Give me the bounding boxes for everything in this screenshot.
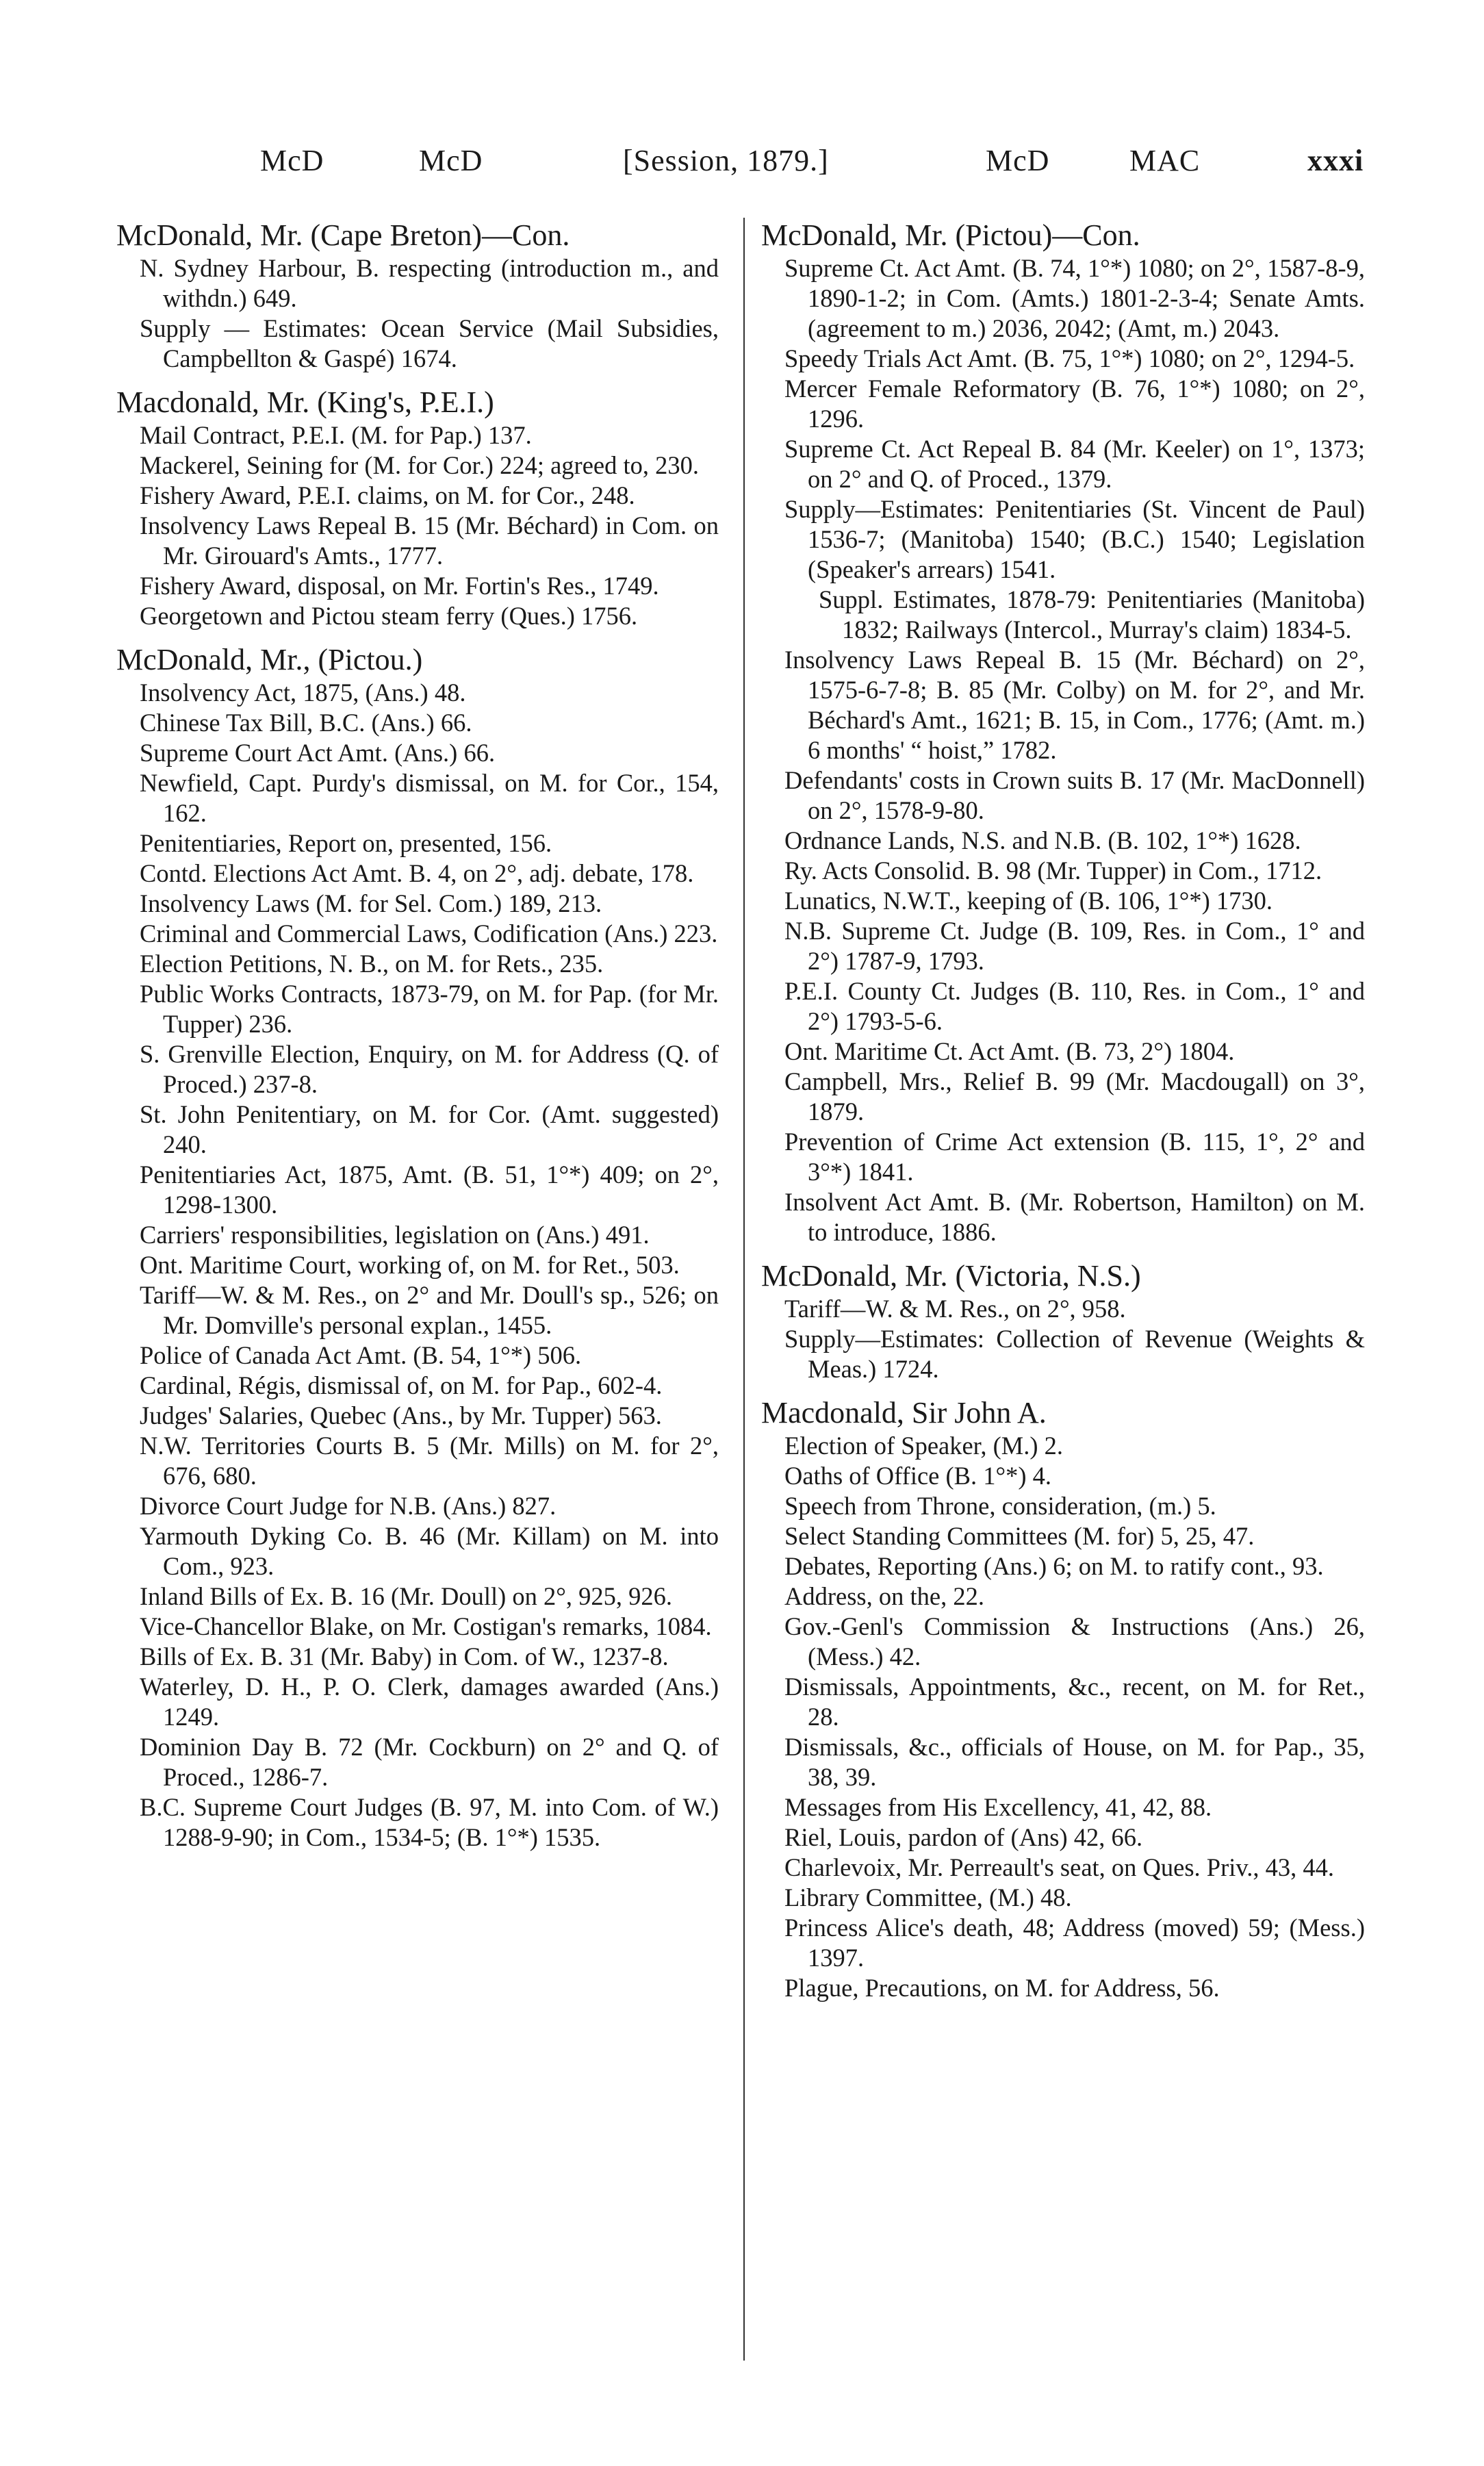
index-entry: Supreme Court Act Amt. (Ans.) 66. xyxy=(140,739,496,767)
index-entry: Election of Speaker, (M.) 2. xyxy=(784,1432,1064,1460)
index-entry: Inland Bills of Ex. B. 16 (Mr. Doull) on 2°, 925, 926. xyxy=(140,1582,673,1610)
index-entry: Election Petitions, N. B., on M. for Rets., 235. xyxy=(140,950,604,978)
index-entry: Dominion Day B. 72 (Mr. Cockburn) on 2° and Q. of Proced., 1286-7. xyxy=(140,1733,719,1791)
index-entry: Ont. Maritime Ct. Act Amt. (B. 73, 2°) 1804. xyxy=(784,1037,1235,1065)
header-left-key-2: McD xyxy=(419,144,483,177)
index-entry: St. John Penitentiary, on M. for Cor. (Amt. suggested) 240. xyxy=(140,1100,719,1158)
index-entry: Dismissals, &c., officials of House, on M. for Pap., 35, 38, 39. xyxy=(784,1733,1365,1791)
index-entry: Cardinal, Régis, dismissal of, on M. for Pap., 602-4. xyxy=(140,1371,663,1399)
index-entry: Library Committee, (M.) 48. xyxy=(784,1883,1072,1911)
index-entry: Fishery Award, P.E.I. claims, on M. for Cor., 248. xyxy=(140,481,635,509)
index-entry: Chinese Tax Bill, B.C. (Ans.) 66. xyxy=(140,709,472,737)
index-entry: Public Works Contracts, 1873-79, on M. for Pap. (for Mr. Tupper) 236. xyxy=(140,980,719,1038)
index-entry: Campbell, Mrs., Relief B. 99 (Mr. Macdougall) on 3°, 1879. xyxy=(784,1067,1365,1126)
index-entry: Ry. Acts Consolid. B. 98 (Mr. Tupper) in Com., 1712. xyxy=(784,856,1322,885)
index-entry: Plague, Precautions, on M. for Address, 56. xyxy=(784,1974,1220,2002)
index-entry: Supreme Ct. Act Amt. (B. 74, 1°*) 1080; on 2°, 1587-8-9, 1890-1-2; in Com. (Amts.) 1801-2-3-4; Senate Amts. (agreement to m.) 2036, 2042; (Amt, m.) 2043. xyxy=(784,254,1365,342)
index-entry: Penitentiaries Act, 1875, Amt. (B. 51, 1°*) 409; on 2°, 1298-1300. xyxy=(140,1160,719,1219)
index-entry: Contd. Elections Act Amt. B. 4, on 2°, adj. debate, 178. xyxy=(140,859,694,887)
index-entry: Police of Canada Act Amt. (B. 54, 1°*) 506. xyxy=(140,1341,582,1369)
index-entry: Defendants' costs in Crown suits B. 17 (Mr. MacDonnell) on 2°, 1578-9-80. xyxy=(784,766,1365,824)
index-entry: Judges' Salaries, Quebec (Ans., by Mr. Tupper) 563. xyxy=(140,1401,662,1429)
index-entry: N.W. Territories Courts B. 5 (Mr. Mills) on M. for 2°, 676, 680. xyxy=(140,1432,719,1490)
index-entry: Tariff—W. & M. Res., on 2°, 958. xyxy=(784,1295,1126,1323)
index-entry: Fishery Award, disposal, on Mr. Fortin's Res., 1749. xyxy=(140,572,659,600)
index-entry: Ordnance Lands, N.S. and N.B. (B. 102, 1°*) 1628. xyxy=(784,826,1301,854)
index-entry: Supply—Estimates: Collection of Revenue (Weights & Meas.) 1724. xyxy=(784,1325,1365,1383)
index-entry: Speech from Throne, consideration, (m.) 5. xyxy=(784,1492,1216,1520)
column-divider xyxy=(743,218,745,2361)
index-entry: Dismissals, Appointments, &c., recent, on M. for Ret., 28. xyxy=(784,1673,1365,1731)
header-left-key-1: McD xyxy=(260,144,324,177)
index-entry: Carriers' responsibilities, legislation on (Ans.) 491. xyxy=(140,1221,650,1249)
index-entry: Bills of Ex. B. 31 (Mr. Baby) in Com. of W., 1237-8. xyxy=(140,1642,669,1670)
header-right-key-2: MAC xyxy=(1129,144,1201,177)
index-entry: Supply — Estimates: Ocean Service (Mail Subsidies, Campbellton & Gaspé) 1674. xyxy=(140,314,719,372)
index-entry: Insolvency Laws Repeal B. 15 (Mr. Béchard) on 2°, 1575-6-7-8; B. 85 (Mr. Colby) on M. for 2°, and Mr. Béchard's Amt., 1621; B. 15, in Com., 1776; (Amt. m.) 6 months' “ hoist,” 1782. xyxy=(784,646,1365,764)
index-entry: Yarmouth Dyking Co. B. 46 (Mr. Killam) on M. into Com., 923. xyxy=(140,1522,719,1580)
index-entry: Address, on the, 22. xyxy=(784,1582,984,1610)
index-entry: Supreme Ct. Act Repeal B. 84 (Mr. Keeler) on 1°, 1373; on 2° and Q. of Proced., 1379. xyxy=(784,435,1365,493)
index-heading: Macdonald, Sir John A. xyxy=(761,1396,1047,1429)
index-heading: McDonald, Mr. (Cape Breton)—Con. xyxy=(116,218,570,252)
running-header xyxy=(260,137,1396,185)
index-entry: P.E.I. County Ct. Judges (B. 110, Res. in Com., 1° and 2°) 1793-5-6. xyxy=(784,977,1365,1035)
header-session: [Session, 1879.] xyxy=(623,144,829,177)
index-heading: McDonald, Mr. (Victoria, N.S.) xyxy=(761,1259,1141,1293)
index-entry: Newfield, Capt. Purdy's dismissal, on M. for Cor., 154, 162. xyxy=(140,769,719,827)
index-heading: McDonald, Mr. (Pictou)—Con. xyxy=(761,218,1140,252)
index-entry: Riel, Louis, pardon of (Ans) 42, 66. xyxy=(784,1823,1143,1851)
index-entry: Criminal and Commercial Laws, Codification (Ans.) 223. xyxy=(140,919,718,948)
index-entry: Vice-Chancellor Blake, on Mr. Costigan's remarks, 1084. xyxy=(140,1612,712,1640)
index-heading: Macdonald, Mr. (King's, P.E.I.) xyxy=(116,385,494,419)
index-entry: Prevention of Crime Act extension (B. 115, 1°, 2° and 3°*) 1841. xyxy=(784,1128,1365,1186)
index-subentry: Suppl. Estimates, 1878-79: Penitentiaries (Manitoba) 1832; Railways (Intercol., Murray's claim) 1834-5. xyxy=(819,585,1365,644)
index-entry: Debates, Reporting (Ans.) 6; on M. to ratify cont., 93. xyxy=(784,1552,1324,1580)
index-entry: Messages from His Excellency, 41, 42, 88. xyxy=(784,1793,1212,1821)
header-right-key-1: McD xyxy=(986,144,1050,177)
index-entry: Speedy Trials Act Amt. (B. 75, 1°*) 1080; on 2°, 1294-5. xyxy=(784,344,1355,372)
index-entry: Gov.-Genl's Commission & Instructions (Ans.) 26, (Mess.) 42. xyxy=(784,1612,1365,1670)
index-entry: Waterley, D. H., P. O. Clerk, damages awarded (Ans.) 1249. xyxy=(140,1673,719,1731)
index-entry: Mackerel, Seining for (M. for Cor.) 224; agreed to, 230. xyxy=(140,451,699,479)
index-entry: Oaths of Office (B. 1°*) 4. xyxy=(784,1462,1051,1490)
index-column-left xyxy=(116,218,719,1853)
index-entry: B.C. Supreme Court Judges (B. 97, M. into Com. of W.) 1288-9-90; in Com., 1534-5; (B. 1°*) 1535. xyxy=(140,1793,719,1851)
index-entry: Insolvency Laws Repeal B. 15 (Mr. Béchard) in Com. on Mr. Girouard's Amts., 1777. xyxy=(140,511,719,570)
index-entry: Divorce Court Judge for N.B. (Ans.) 827. xyxy=(140,1492,556,1520)
index-entry: Supply—Estimates: Penitentiaries (St. Vincent de Paul) 1536-7; (Manitoba) 1540; (B.C.) 1540; Legislation (Speaker's arrears) 1541. xyxy=(784,495,1365,583)
index-entry: Insolvency Act, 1875, (Ans.) 48. xyxy=(140,678,466,707)
index-entry: N. Sydney Harbour, B. respecting (introduction m., and withdn.) 649. xyxy=(140,254,719,312)
index-entry: Mail Contract, P.E.I. (M. for Pap.) 137. xyxy=(140,421,532,449)
index-heading: McDonald, Mr., (Pictou.) xyxy=(116,643,423,676)
index-entry: Penitentiaries, Report on, presented, 156. xyxy=(140,829,552,857)
index-entry: Lunatics, N.W.T., keeping of (B. 106, 1°*) 1730. xyxy=(784,887,1273,915)
page-number: xxxi xyxy=(1307,144,1364,177)
index-entry: Mercer Female Reformatory (B. 76, 1°*) 1080; on 2°, 1296. xyxy=(784,374,1365,433)
index-entry: Select Standing Committees (M. for) 5, 25, 47. xyxy=(784,1522,1255,1550)
index-entry: Insolvent Act Amt. B. (Mr. Robertson, Hamilton) on M. to introduce, 1886. xyxy=(784,1188,1365,1246)
index-entry: N.B. Supreme Ct. Judge (B. 109, Res. in Com., 1° and 2°) 1787-9, 1793. xyxy=(784,917,1365,975)
index-entry: Georgetown and Pictou steam ferry (Ques.) 1756. xyxy=(140,602,638,630)
index-entry: S. Grenville Election, Enquiry, on M. for Address (Q. of Proced.) 237-8. xyxy=(140,1040,719,1098)
index-entry: Charlevoix, Mr. Perreault's seat, on Ques. Priv., 43, 44. xyxy=(784,1853,1335,1881)
index-entry: Tariff—W. & M. Res., on 2° and Mr. Doull's sp., 526; on Mr. Domville's personal explan., 1455. xyxy=(140,1281,719,1339)
index-entry: Insolvency Laws (M. for Sel. Com.) 189, 213. xyxy=(140,889,602,917)
index-column-right xyxy=(761,218,1365,2003)
index-entry: Princess Alice's death, 48; Address (moved) 59; (Mess.) 1397. xyxy=(784,1914,1365,1972)
index-entry: Ont. Maritime Court, working of, on M. for Ret., 503. xyxy=(140,1251,680,1279)
